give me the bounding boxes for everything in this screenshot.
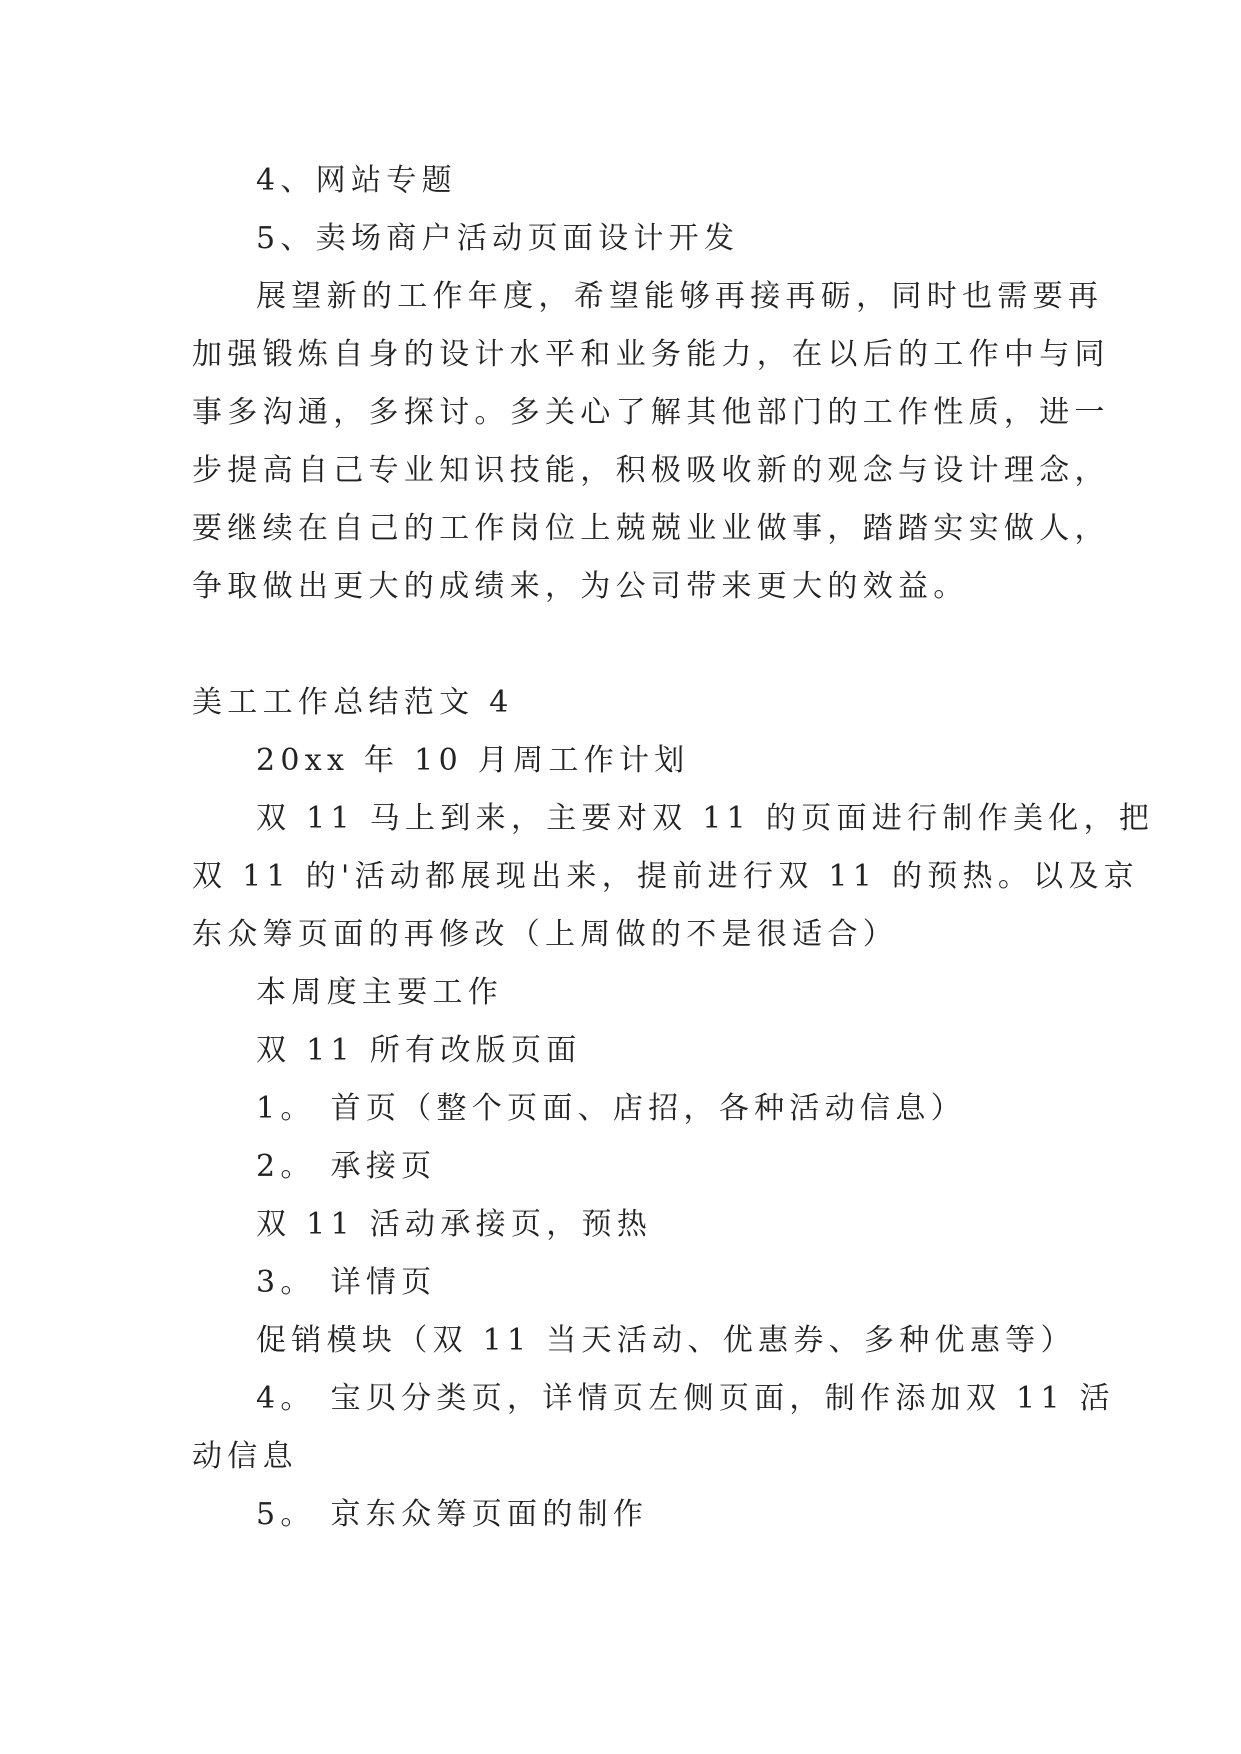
list-item: 5。 京东众筹页面的制作 — [256, 1497, 649, 1532]
list-item: 2。 承接页 — [256, 1149, 437, 1184]
list-item: 1。 首页（整个页面、店招，各种活动信息） — [256, 1091, 966, 1126]
list-item: 3。 详情页 — [256, 1265, 437, 1300]
paragraph-line: 双 11 的'活动都展现出来，提前进行双 11 的预热。以及京 — [192, 859, 1140, 894]
plan-title: 20xx 年 10 月周工作计划 — [256, 743, 690, 778]
document-body — [192, 152, 1155, 1544]
list-item: 5、卖场商户活动页面设计开发 — [256, 221, 740, 256]
list-item: 促销模块（双 11 当天活动、优惠券、多种优惠等） — [256, 1323, 1076, 1358]
paragraph-line: 双 11 马上到来，主要对双 11 的页面进行制作美化，把 — [256, 801, 1155, 836]
list-item: 双 11 活动承接页，预热 — [256, 1207, 653, 1242]
paragraph-double11 — [192, 790, 1155, 964]
list-item: 4、网站专题 — [256, 163, 457, 198]
paragraph-line: 争取做出更大的成绩来，为公司带来更大的效益。 — [192, 569, 969, 604]
paragraph-line: 加强锻炼自身的设计水平和业务能力，在以后的工作中与同 — [192, 337, 1110, 372]
paragraph-outlook — [192, 268, 1110, 616]
paragraph-line: 动信息 — [192, 1439, 298, 1474]
list-item: 双 11 所有改版页面 — [256, 1033, 582, 1068]
paragraph-line: 事多沟通，多探讨。多关心了解其他部门的工作性质，进一 — [192, 395, 1110, 430]
paragraph-line: 4。 宝贝分类页，详情页左侧页面，制作添加双 11 活 — [256, 1381, 1115, 1416]
paragraph-line: 要继续在自己的工作岗位上兢兢业业做事，踏踏实实做人， — [192, 511, 1110, 546]
paragraph-category-page — [192, 1370, 1115, 1486]
paragraph-line: 步提高自己专业知识技能，积极吸收新的观念与设计理念， — [192, 453, 1110, 488]
list-item: 本周度主要工作 — [256, 975, 504, 1010]
paragraph-line: 东众筹页面的再修改（上周做的不是很适合） — [192, 917, 898, 952]
section-title: 美工工作总结范文 4 — [192, 685, 514, 720]
paragraph-line: 展望新的工作年度，希望能够再接再砺，同时也需要再 — [256, 279, 1104, 314]
